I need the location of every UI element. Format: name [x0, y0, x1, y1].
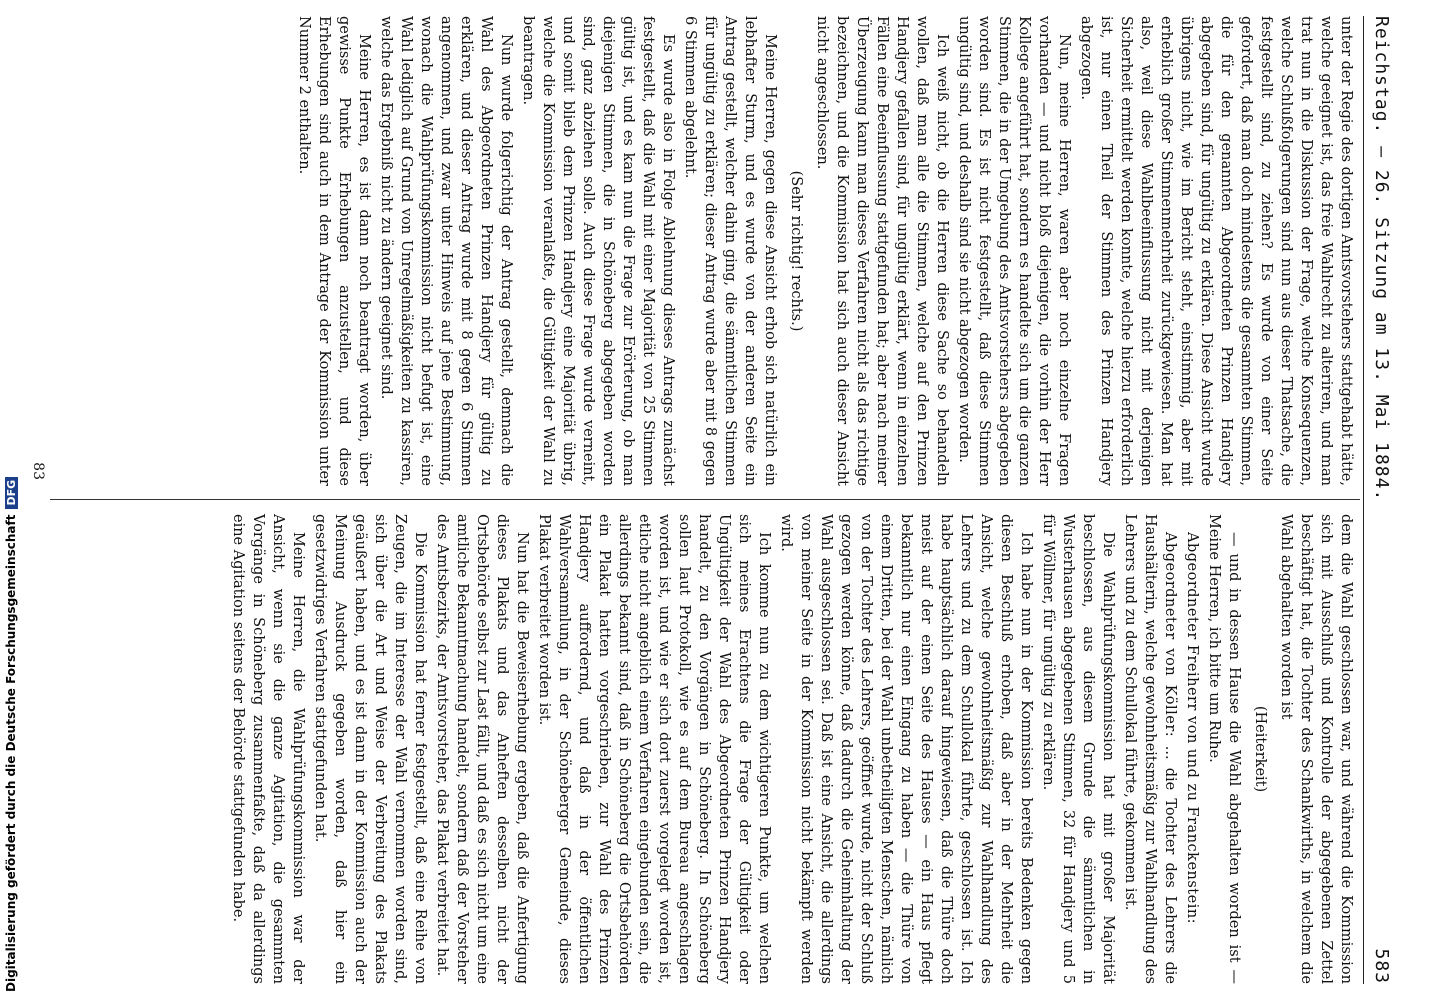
paragraph [376, 16, 516, 486]
right-column [226, 514, 1356, 984]
paragraph [228, 514, 308, 984]
credit-text: Digitalisierung gefördert durch die Deutsche Forschungsgemeinschaft [4, 514, 18, 992]
header-page-number: 583 [1371, 948, 1392, 984]
paragraph-text: (Heiterkeit) [1252, 705, 1268, 793]
paragraph-text: Meine Herren, gegen diese Ansicht erhob sich natürlich ein lebhafter Sturm, und es wurde von der anderen Seite ein Antrag gestellt, welcher dahin ging, die sämmtlichen Stimmen für ungültig zu erklären; dieser Antrag wurde aber mit 8 gegen 6 Stimmen abgelehnt. [682, 16, 778, 486]
paragraph [1250, 514, 1270, 984]
paragraph-text: Ich weiß nicht, ob die Herren diese Sache so behandeln wollen, daß man alle die Stimmen, welche auf den Prinzen Handjery gefallen sind, für ungültig erklärt, wenn in einzelnen Fällen eine Beeinflussung stattgefunden hat; aber nach meiner Überzeugung kann man dieses Verfahren nicht als das richtige bezeichnen, und die Kommission hat sich auch dieser Ansicht nicht angeschlossen. [814, 16, 950, 486]
paragraph-text: Meine Herren, es ist dann noch beantragt worden, über gewisse Punkte Erhebungen anzustellen, und diese Erhebungen sind auch in dem Antrage der Kommission unter Nummer 2 enthalten. [296, 16, 372, 486]
digitization-credit [4, 477, 18, 992]
paragraph-text: Ich habe nun in der Kommission bereits Bedenken gegen diesen Beschluß erhoben, daß aber in der Mehrheit die Ansicht, welche gewohnheitsmäßig zur Wahlhandlung des Lehrers und zu dem Schullokal führte, geschlossen ist. Ich habe hauptsächlich darauf hingewiesen, daß die Thüre doch meist auf der einen Seite des Hauses — ein Haus pflegt bekanntlich nur einen Eingang zu haben — die Thüre von einem Dritten, bei der Wahl unbetheiligten Menschen, nämlich von der Tochter des Lehrers, geöffnet wurde, nicht der Schluß gezogen werden könne, daß dadurch die Geheimhaltung der Wahl ausgeschlossen sei. Daß ist eine Ansicht, die allerdings von meiner Seite in der Kommission nicht bekämpft werden wird. [778, 514, 1034, 984]
paragraph [1182, 514, 1202, 984]
header-rule [1363, 16, 1364, 984]
rotated-page [20, 0, 1400, 1000]
speaker-name: Abgeordneter von Köller: [1162, 532, 1178, 746]
paragraph [1204, 514, 1244, 984]
paragraph-text: dem die Wahl geschlossen war, und während die Kommission sich mit Ausschluß und Kontrolle der abgegebenen Zettel beschäftigt hat, die Tochter des Schankwirths, in welchem die Wahl abgehalten worden ist [1278, 514, 1354, 984]
paragraph-text: unter der Regie des dortigen Amtsvorstehers stattgehabt hätte, welche geeignet ist, das freie Wahlrecht zu alteriren, und man trat nun in die Diskussion der Frage, welche Konsequenzen, welche Schlußfolgerungen sind nun aus dieser Thatsache, die festgestellt sind, zu ziehen? Es wurde von einer Seite gefordert, daß man doch mindestens die gesammten Stimmen, die für den genannten Abgeordneten Prinzen Handjery abgegeben sind, für ungültig zu erklären. Diese Ansicht wurde übrigens nicht, wie im Bericht steht, einstimmig, aber mit erheblich großer Stimmenmehrheit zurückgewiesen. Man hat also, weil diese Wahlbeeinflussung nicht mit derjenigen Sicherheit ermittelt werden konnte, welche hierzu erforderlich ist, nur einen Theil der Stimmen des Prinzen Handjery abgezogen. [1078, 16, 1354, 486]
page-header [1364, 16, 1392, 984]
paragraph-text: ... die Tochter des Lehrers die Haushälterin, welche gewohnheitsmäßig zur Wahlhandlung des Lehrers und zu dem Schullokal führte, gekommen ist. [1122, 514, 1178, 984]
paragraph [776, 514, 1036, 984]
page-number: 83 [30, 462, 46, 480]
paragraph-text: Die Wahlprüfungskommission hat mit großer Majorität beschlossen, aus diesem Grunde die sämmtlichen in Wusterhausen abgegebenen Stimmen, 32 für Handjery und 5 für Wöllmer, für ungültig zu erklären. [1040, 514, 1116, 984]
paragraph [310, 514, 430, 984]
paragraph-text: Nun, meine Herren, waren aber noch einzelne Fragen vorhanden — und nicht bloß diejenigen, die vorhin der Herr Kollege angeführt hat, sondern es handelte sich um die ganzen Stimmen, die in der Umgebung des Amtsvorstehers abgegeben worden sind. Es ist nicht festgestellt, daß diese Stimmen ungültig sind, und deshalb sind sie nicht abgezogen worden. [956, 16, 1072, 486]
paragraph [1120, 514, 1180, 984]
column-divider [50, 499, 1360, 500]
paragraph-text: Nun wurde folgerichtig der Antrag gestellt, demnach die Wahl des Abgeordneten Prinzen Handjery für gültig zu erklären, und dieser Antrag wurde mit 8 gegen 6 Stimmen angenommen, und zwar unter Hinweis auf jene Bestimmung, wonach die Wahlprüfungskommission nicht befugt ist, eine Wahl lediglich auf Grund von Unregelmäßigkeiten zu kassiren, welche das Ergebniß nicht zu ändern geeignet sind. [378, 16, 514, 486]
paragraph [432, 514, 532, 984]
paragraph [1276, 514, 1356, 984]
paragraph [518, 16, 678, 486]
paragraph-text: Die Kommission hat ferner festgestellt, daß eine Reihe von Zeugen, die im Interesse der Wahl vernommen worden sind, sich über die Art und Weise der Verbreitung des Plakats geäußert haben, und es ist dann in der Kommission auch der Meinung Ausdruck gegeben worden, daß hier ein gesetzwidriges Verfahren stattgefunden hat. [312, 514, 428, 984]
paragraph [534, 514, 774, 984]
dfg-logo: DFG [5, 477, 18, 509]
paragraph [294, 16, 374, 486]
paragraph-text: Meine Herren, die Wahlprüfungskommission war der Ansicht, wenn sie die ganze Agitation, die gesammten Vorgänge in Schöneberg zusammenfaßte, daß da allerdings eine Agitation seitens der Behörde stattgefunden habe. [230, 514, 306, 984]
paragraph [680, 16, 780, 486]
paragraph-text: Nun hat die Beweiserhebung ergeben, daß die Anfertigung dieses Plakats und das Anheften desselben nicht der Ortsbehörde selbst zur Last fällt, und daß es sich nicht um eine amtliche Bekanntmachung handelt, sondern daß der Vorsteher des Amtsbezirks, der Amtsvorsteher, das Plakat verbreitet hat. [434, 514, 530, 984]
running-head: Reichstag. — 26. Sitzung am 13. Mai 1884. [1371, 16, 1392, 502]
paragraph [954, 16, 1074, 486]
paragraph-text: Ich komme nun zu dem wichtigeren Punkte, um welchen sich meines Erachtens die Frage der Gültigkeit oder Ungültigkeit der Wahl des Abgeordneten Prinzen Handjery handelt, zu den Vorgängen in Schöneberg. In Schöneberg sollen laut Protokoll, wie es auf dem Bureau angeschlagen worden ist, und wie er sich dort zuerst vorgelegt worden ist, etliche nicht angeblich einem Verfahren eingebunden sein, die allerdings bekannt sind, daß in Schöneberg die Ortsbehörden ein Plakat hatten vorgeschrieben, zur Wahl des Prinzen Handjery auffordernd, und daß in der öffentlichen Wahlversammlung, in der Schöneberger Gemeinde, dieses Plakat verbreitet worden ist. [536, 514, 772, 984]
paragraph [1038, 514, 1118, 984]
paragraph-text: (Sehr richtig! rechts.) [788, 170, 804, 332]
paragraph-text: — und in dessen Hause die Wahl abgehalten worden ist — Meine Herren, ich bitte um Ruhe. [1206, 514, 1242, 984]
paragraph-text: Es wurde also in Folge Ablehnung dieses Antrags zunächst festgestellt, daß die Wahl mit einer Majorität von 25 Stimmen gültig ist, und es kam nun die Frage zur Erörterung, ob man diejenigen Stimmen, die in Schöneberg abgegeben worden sind, ganz abziehen solle. Auch diese Frage wurde verneint, und somit blieb dem Prinzen Handjery eine Majorität übrig, welche die Kommission veranlaßte, die Gültigkeit der Wahl zu beantragen. [520, 16, 676, 486]
speaker-name: Abgeordneter Freiherr von und zu Franckenstein: [1184, 532, 1200, 925]
paragraph [812, 16, 952, 486]
paragraph [786, 16, 806, 486]
left-column [292, 16, 1356, 486]
paragraph [1076, 16, 1356, 486]
